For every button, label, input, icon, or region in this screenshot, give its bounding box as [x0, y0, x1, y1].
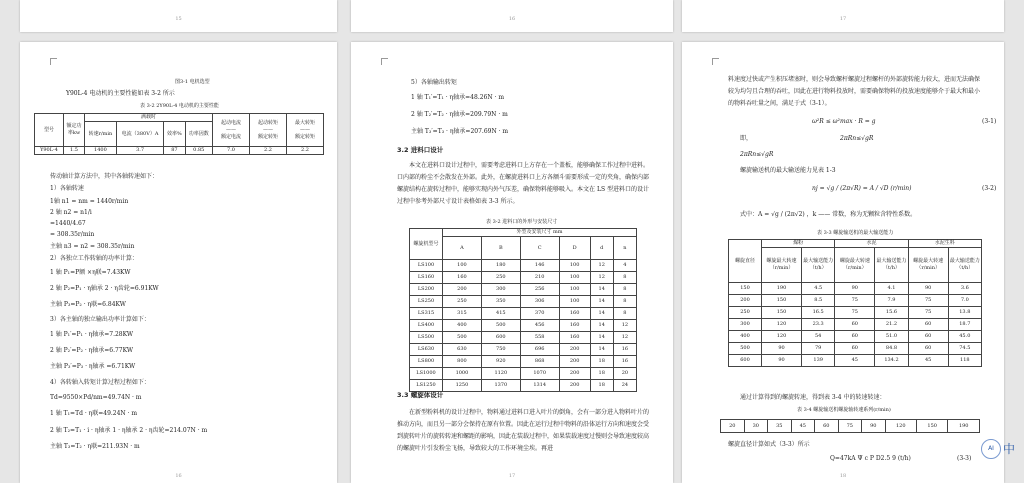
table-row	[729, 307, 982, 319]
table-cell: 90	[908, 283, 948, 295]
table-cell: 370	[520, 308, 559, 320]
paragraph: 传动轴计算方法中，其中各轴转速如下：	[50, 173, 159, 180]
table-caption: 表 3-2 2Y90L-4 电动机的主要性能	[140, 103, 219, 109]
inlet-dimension-table: 螺旋机型号 外型及安装尺寸 mm A B C D d n LS100 100 180 146 100 12 4 LS160 160 250 210 100 12 8 LS200 200 300 256 100 14 8 LS250 250 350 306 100 14 8 LS315 315 415 370 160 14 8 LS400 400 500 456 160 14 12 LS500 500 600 558 160 14 12 LS630 630 750 696 200 14 16 LS800 800 920 868 200 18 16 LS1000 1000 1120 1070 200 18 20 LS1250 1250 1370 1314 200 18 24	[409, 228, 637, 392]
table-row: Y90L-4 1.5 1400 3.7 87 0.85 7.0 2.2 2.2	[35, 147, 324, 155]
formula: Td=9550×Pd/nm=49.74N · m	[50, 394, 142, 401]
table-cell: 51.0	[875, 331, 908, 343]
table-cell: 100	[559, 284, 590, 296]
paragraph: 5）各轴输出转矩	[411, 79, 457, 86]
page-top-1	[20, 0, 337, 32]
table-cell: LS500	[410, 332, 443, 344]
equation-number: (3-1)	[982, 118, 997, 125]
table-cell: LS200	[410, 284, 443, 296]
table-cell: 45.0	[948, 331, 981, 343]
table-cell: 14	[590, 296, 613, 308]
formula: 1 轴 T₁′=T₁ · η轴承=48.26N · m	[411, 94, 505, 101]
formula: 1 轴 P₁′=P₁ · η轴承=7.28KW	[50, 331, 134, 338]
formula: 2πRn≤√gR	[740, 151, 774, 158]
paragraph: 料速度过快或产生积压堵塞时，则会导致螺杆螺旋过程螺杆的外部旋转能力较大，进而无法确保较为均匀且合理的吞吐，因此在进行物料投放时，需要确保物料的投放速度能够介于最大和最小的物料吞吐量之间，满足于式（3-1）。	[728, 76, 981, 107]
table-cell: 60	[908, 331, 948, 343]
table-cell: LS160	[410, 272, 443, 284]
ai-assistant-button[interactable]: AI	[981, 439, 1001, 459]
table-row	[410, 284, 637, 296]
formula: 主轴 T₃=T₂ · η联=211.93N · m	[50, 443, 140, 450]
table-cell: 3.6	[948, 283, 981, 295]
formula: ω²R ≤ ω²max · R = g	[812, 118, 876, 125]
table-row: 20 30 35 45 60 75 90 120 150 190	[721, 420, 980, 433]
table-cell: 14	[590, 308, 613, 320]
table-cell: 190	[762, 283, 802, 295]
table-row	[410, 308, 637, 320]
section-heading: 3.3 螺旋体设计	[397, 391, 444, 399]
table-cell: 180	[481, 260, 520, 272]
table-cell: 18	[590, 380, 613, 392]
table-cell: 160	[559, 308, 590, 320]
formula: 主轴 n3 = n2 = 308.35r/min	[50, 243, 135, 250]
paragraph: 在新型粉料机的设计过程中，物料通过进料口进入叶片的倒角，会有一部分进入物料叶片的推动方向，而且另一部分会保持在原有位置。因此在运行过程中物料的沿体运行方向和速度会受到旋转叶片的旋转转速和螺距的影响，因此在装载过程中，如果装载速度过慢则会导致速度较高的螺旋叶片引发粉尘飞扬，导致较大的工作环境尘埃。再进	[397, 409, 650, 452]
table-cell: LS100	[410, 260, 443, 272]
section-heading: 3.2 进料口设计	[397, 146, 444, 154]
table-row	[729, 343, 982, 355]
table-cell: 75	[835, 295, 875, 307]
paragraph: Y90L-4 电动机的主要性能如表 3-2 所示	[66, 90, 175, 97]
table-cell: LS630	[410, 344, 443, 356]
page-number: 18	[839, 473, 847, 479]
paragraph: 4）各转轴入转矩计算过程过程如下：	[50, 379, 150, 386]
table-cell: 23.3	[802, 319, 835, 331]
table-cell: 84.8	[875, 343, 908, 355]
table-cell: 210	[520, 272, 559, 284]
table-cell: 868	[520, 356, 559, 368]
formula: 1 轴 T₁=Td · η联=49.24N · m	[50, 410, 138, 417]
table-cell: 200	[559, 368, 590, 380]
table-cell: 90	[762, 343, 802, 355]
table-cell: LS1000	[410, 368, 443, 380]
table-cell: 120	[762, 319, 802, 331]
table-cell: 54	[802, 331, 835, 343]
table-cell: 16.5	[802, 307, 835, 319]
table-cell: 100	[443, 260, 482, 272]
page-number: 17	[839, 16, 847, 22]
equation-number: (3-3)	[957, 455, 972, 462]
table-cell: 200	[443, 284, 482, 296]
table-cell: 90	[835, 283, 875, 295]
table-cell: 14	[590, 344, 613, 356]
table-cell: 7.9	[875, 295, 908, 307]
table-cell: 315	[443, 308, 482, 320]
table-cell: 300	[481, 284, 520, 296]
formula: 2 轴 T₂′=T₂ · η轴承=209.79N · m	[411, 111, 508, 118]
formula: 2 轴 P₂′=P₂ · η轴承=6.77KW	[50, 347, 134, 354]
formula: 2 轴 P₂=P₁ · η轴承 2 · η齿轮=6.91KW	[50, 285, 159, 292]
table-cell: 456	[520, 320, 559, 332]
table-cell: 13.8	[948, 307, 981, 319]
table-cell: 415	[481, 308, 520, 320]
table-cell: 18.7	[948, 319, 981, 331]
formula: 主轴 T₃′=T₃ · η轴承=207.69N · m	[411, 128, 509, 135]
table-cell: 14	[590, 332, 613, 344]
table-cell: 1250	[443, 380, 482, 392]
table-cell: 14	[590, 320, 613, 332]
paragraph: 1）各轴转速	[50, 185, 84, 192]
table-cell: 8	[613, 308, 636, 320]
table-cell: 45	[908, 355, 948, 367]
table-cell: 1314	[520, 380, 559, 392]
formula: 2 轴 T₂=T₁ · i · η轴承 1 · η轴承 2 · η齿轮=214.07N · m	[50, 427, 208, 434]
table-cell: 21.2	[875, 319, 908, 331]
table-cell: 600	[729, 355, 762, 367]
table-cell: 8	[613, 284, 636, 296]
table-row	[410, 380, 637, 392]
table-cell: 200	[559, 356, 590, 368]
table-cell: 750	[481, 344, 520, 356]
table-row	[410, 296, 637, 308]
table-cell: 18	[590, 368, 613, 380]
table-cell: 15.6	[875, 307, 908, 319]
formula: = 308.35r/min	[50, 231, 95, 238]
formula: =1440/4.67	[50, 220, 86, 227]
table-cell: 139	[802, 355, 835, 367]
table-cell: 60	[908, 343, 948, 355]
table-row	[410, 320, 637, 332]
table-cell: 920	[481, 356, 520, 368]
table-cell: 160	[559, 320, 590, 332]
paragraph: 即，	[740, 135, 753, 142]
corner-mark	[712, 58, 719, 65]
page-number: 15	[175, 16, 182, 22]
table-cell: 200	[559, 344, 590, 356]
table-cell: 400	[443, 320, 482, 332]
figure-caption: 图3-1 电机选型	[175, 79, 210, 85]
table-cell: 100	[559, 260, 590, 272]
table-cell: 16	[613, 356, 636, 368]
table-row	[410, 260, 637, 272]
table-cell: 200	[729, 295, 762, 307]
table-cell: LS1250	[410, 380, 443, 392]
document-page-1[interactable]	[20, 42, 337, 483]
table-row	[729, 331, 982, 343]
table-cell: LS800	[410, 356, 443, 368]
table-cell: 250	[481, 272, 520, 284]
table-cell: 100	[559, 296, 590, 308]
table-cell: 160	[443, 272, 482, 284]
table-cell: 600	[481, 332, 520, 344]
formula: nj = √g / (2π√R) = A / √D (r/min)	[812, 185, 912, 192]
equation-number: (3-2)	[982, 185, 997, 192]
paragraph: 螺旋输送机的最大输送能力见表 1-3	[740, 167, 836, 174]
table-cell: LS250	[410, 296, 443, 308]
page-number: 16	[508, 16, 516, 22]
table-cell: 100	[559, 272, 590, 284]
document-page-3[interactable]	[682, 42, 1004, 483]
table-cell: 150	[729, 283, 762, 295]
table-cell: 1120	[481, 368, 520, 380]
paragraph: 螺旋直径计算如式（3-3）所示	[728, 441, 810, 448]
table-cell: 4.5	[802, 283, 835, 295]
formula: 2 轴 n2 = n1/i	[50, 209, 92, 216]
table-cell: 250	[729, 307, 762, 319]
table-cell: 8	[613, 296, 636, 308]
table-cell: 630	[443, 344, 482, 356]
table-cell: 8.5	[802, 295, 835, 307]
page-number: 16	[175, 473, 182, 479]
page-top-2	[351, 0, 673, 32]
table-cell: 306	[520, 296, 559, 308]
table-cell: 118	[948, 355, 981, 367]
table-cell: 60	[835, 331, 875, 343]
paragraph: 通过计算得到的螺旋转速，得到表 3-4 中的转速转速：	[740, 394, 886, 401]
table-cell: 134.2	[875, 355, 908, 367]
table-cell: LS400	[410, 320, 443, 332]
table-cell: 60	[908, 319, 948, 331]
table-cell: 12	[613, 332, 636, 344]
table-row	[729, 283, 982, 295]
table-cell: 16	[613, 344, 636, 356]
table-row	[410, 344, 637, 356]
table-cell: 150	[762, 307, 802, 319]
table-cell: 75	[908, 307, 948, 319]
table-cell: 800	[443, 356, 482, 368]
paragraph: 2）各独立工作转轴的功率计算：	[50, 255, 138, 262]
table-cell: 350	[481, 296, 520, 308]
table-cell: 14	[590, 284, 613, 296]
formula: 1 轴 P₁=P额 ×η联=7.43KW	[50, 269, 131, 276]
table-row	[410, 356, 637, 368]
table-cell: 300	[729, 319, 762, 331]
table-cell: 1000	[443, 368, 482, 380]
table-caption: 表 3-3 螺旋输送机的最大输送能力	[817, 230, 894, 236]
table-cell: 75	[908, 295, 948, 307]
table-cell: 696	[520, 344, 559, 356]
table-cell: 8	[613, 272, 636, 284]
table-cell: 74.5	[948, 343, 981, 355]
paragraph: 3）各主轴的独立输出功率计算如下：	[50, 316, 150, 323]
formula: 主轴 P₃=P₂ · η联=6.84KW	[50, 301, 126, 308]
table-cell: 120	[762, 331, 802, 343]
table-row	[729, 295, 982, 307]
table-cell: 558	[520, 332, 559, 344]
table-row	[410, 368, 637, 380]
table-cell: 150	[762, 295, 802, 307]
screw-speed-series-table	[720, 419, 980, 433]
table-cell: 7.0	[948, 295, 981, 307]
table-row	[410, 272, 637, 284]
table-cell: 75	[835, 307, 875, 319]
table-cell: 4.1	[875, 283, 908, 295]
formula: 2πRn≤√gR	[840, 135, 874, 142]
page-number: 17	[508, 473, 516, 479]
table-caption: 表 3-4 螺旋输送机螺旋轴转速系列(r/min)	[797, 407, 891, 413]
table-cell: 500	[443, 332, 482, 344]
corner-mark	[50, 58, 57, 65]
language-toggle-button[interactable]: 中	[1003, 442, 1016, 456]
paragraph: 本文在进料口设计过程中，需要考虑进料口上方存在一个盖板，能够确保工作过程中进料。口内部的粉尘不会散发在外部。此外，在螺旋进料口上方各额斗需要形成一定的夹角，确保内部螺旋结构在旋转过程中，能够实现内外气压差，确保物料能够吸入。本文在 LS 型进料口的设计过程中参考外部尺寸设计表格如表 3-3 所示。	[397, 162, 650, 205]
table-cell: 90	[762, 355, 802, 367]
table-cell: LS315	[410, 308, 443, 320]
table-cell: 45	[835, 355, 875, 367]
motor-spec-table: 型号 额定功率kw 满载时 起动电流 —— 额定电流 起动转矩 —— 额定转矩 最大转矩 —— 额定转矩 转速r/min 电流（380V）A 效率% 功率因数 Y90L-4 1.5 1400 3.7 87 0.85 7.0 2.2 2.2	[34, 113, 324, 155]
conveying-capacity-table: 螺旋直径 煤粉 水泥 水泥生料 螺旋最大转速（r/min） 最大输送能力（t/h） 螺旋最大转速（r/min） 最大输送能力（t/h） 螺旋最大转速（r/min） 最大输送能力（t/h） 150 190 4.5 90 4.1 90 3.6 200 150 8.5 75 7.9 75 7.0 250 150 16.5 75 15.6 75 13.8 300 120 23.3 60 21.2 60 18.7 400 120 54 60 51.0 60 45.0 500 90 79 60 84.8 60 74.5 600 90 139 45 134.2 45 118	[728, 239, 982, 367]
table-cell: 1370	[481, 380, 520, 392]
table-cell: 60	[835, 319, 875, 331]
table-cell: 400	[729, 331, 762, 343]
table-cell: 500	[481, 320, 520, 332]
table-cell: 500	[729, 343, 762, 355]
formula: 主轴 P₃′=P₃ · η轴承 =6.71KW	[50, 363, 136, 370]
table-row	[410, 332, 637, 344]
table-cell: 4	[613, 260, 636, 272]
table-cell: 79	[802, 343, 835, 355]
table-cell: 12	[590, 260, 613, 272]
table-cell: 18	[590, 356, 613, 368]
table-cell: 256	[520, 284, 559, 296]
table-cell: 20	[613, 368, 636, 380]
table-cell: 1070	[520, 368, 559, 380]
table-caption: 表 3-2 进料口的外形与安装尺寸	[486, 219, 558, 225]
table-cell: 200	[559, 380, 590, 392]
formula: Q=47kA Ψ c P D2.5 9 (t/h)	[830, 455, 911, 462]
table-cell: 60	[835, 343, 875, 355]
table-cell: 146	[520, 260, 559, 272]
document-page-2[interactable]	[351, 42, 673, 483]
table-row	[729, 319, 982, 331]
corner-mark	[381, 58, 388, 65]
table-cell: 12	[590, 272, 613, 284]
table-cell: 12	[613, 320, 636, 332]
formula: 1轴 n1 = nm = 1440r/min	[50, 198, 129, 205]
table-cell: 250	[443, 296, 482, 308]
page-top-3	[682, 0, 1004, 32]
table-cell: 24	[613, 380, 636, 392]
table-row	[729, 355, 982, 367]
table-cell: 160	[559, 332, 590, 344]
formula: 式中：A = √g / (2π√2) ，k —— 常数，称为无颗粒含特性系数。	[740, 211, 917, 218]
